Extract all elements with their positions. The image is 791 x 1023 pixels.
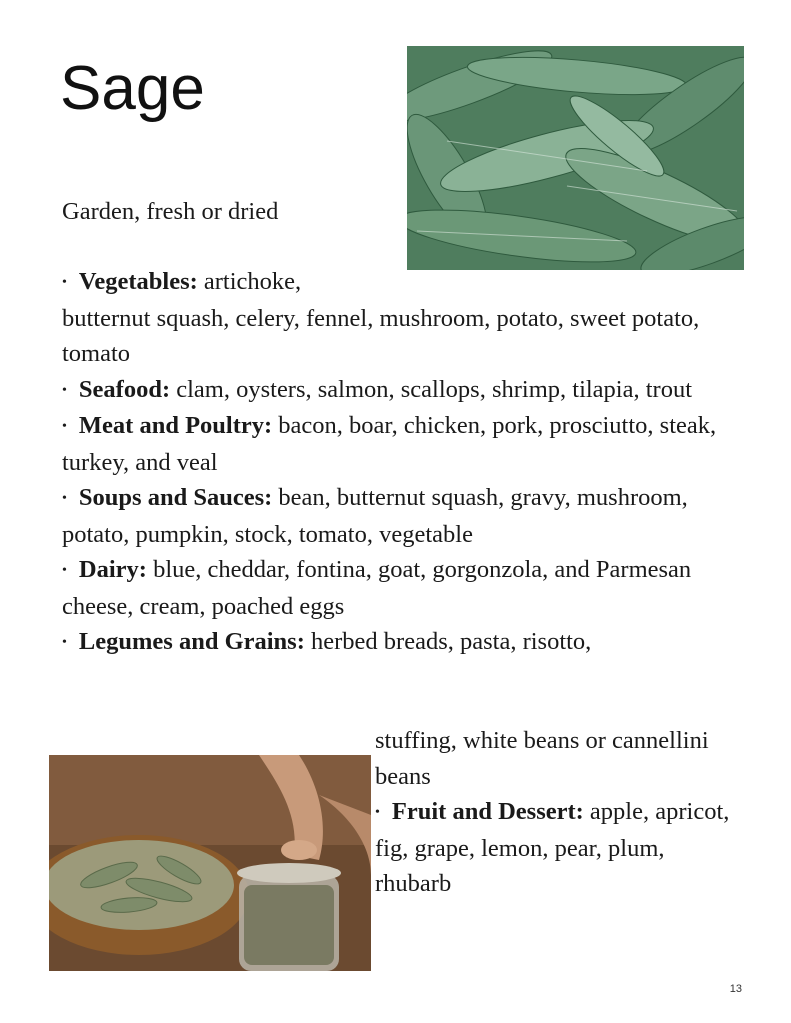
page-title: Sage [60,54,205,123]
category-items: artichoke, [197,268,302,295]
list-item-meat-poultry [62,408,752,480]
list-item-vegetables [62,264,752,372]
bullet: • [62,491,67,506]
category-label: Dairy: [78,556,147,583]
drying-sage-photo [49,755,371,971]
category-items: clam, oysters, salmon, scallops, shrimp, tilapia, trout [170,375,693,403]
category-items: bacon, boar, chicken, pork, prosciutto, steak, turkey, and veal [62,412,717,476]
bullet: • [62,563,67,578]
pairing-list [62,264,752,661]
bullet: • [62,635,67,650]
category-items: apple, apricot, fig, grape, lemon, pear, plum, rhubarb [375,798,730,897]
list-item-fruit-dessert [375,794,735,902]
category-items: blue, cheddar, fontina, goat, gorgonzola, and Parmesan cheese, cream, poached eggs [62,556,692,620]
category-label: Seafood: [78,375,171,403]
category-items: herbed breads, pasta, risotto, [304,628,592,655]
list-item-soups-sauces [62,480,752,552]
category-label: Soups and Sauces: [78,484,273,511]
list-item-seafood [62,372,752,409]
page-number: 13 [729,983,742,995]
category-items: bean, butternut squash, gravy, mushroom, potato, pumpkin, stock, tomato, vegetable [62,484,688,548]
list-item-dairy [62,552,752,624]
bullet: • [375,805,380,820]
bullet: • [62,419,67,434]
list-item-legumes-grains [62,624,752,661]
fresh-sage-leaves-photo [407,46,744,270]
pairing-list-continued [375,794,735,902]
category-items-continued: butternut squash, celery, fennel, mushroom, potato, sweet potato, tomato [62,304,700,367]
bullet: • [62,275,67,290]
legumes-grains-continued: stuffing, white beans or cannellini beans [375,727,709,790]
subtitle: Garden, fresh or dried [62,198,279,225]
category-label: Legumes and Grains: [78,628,305,655]
category-label: Fruit and Dessert: [391,798,584,825]
category-label: Meat and Poultry: [78,412,273,439]
category-label: Vegetables: [78,268,198,295]
bullet: • [62,382,67,398]
